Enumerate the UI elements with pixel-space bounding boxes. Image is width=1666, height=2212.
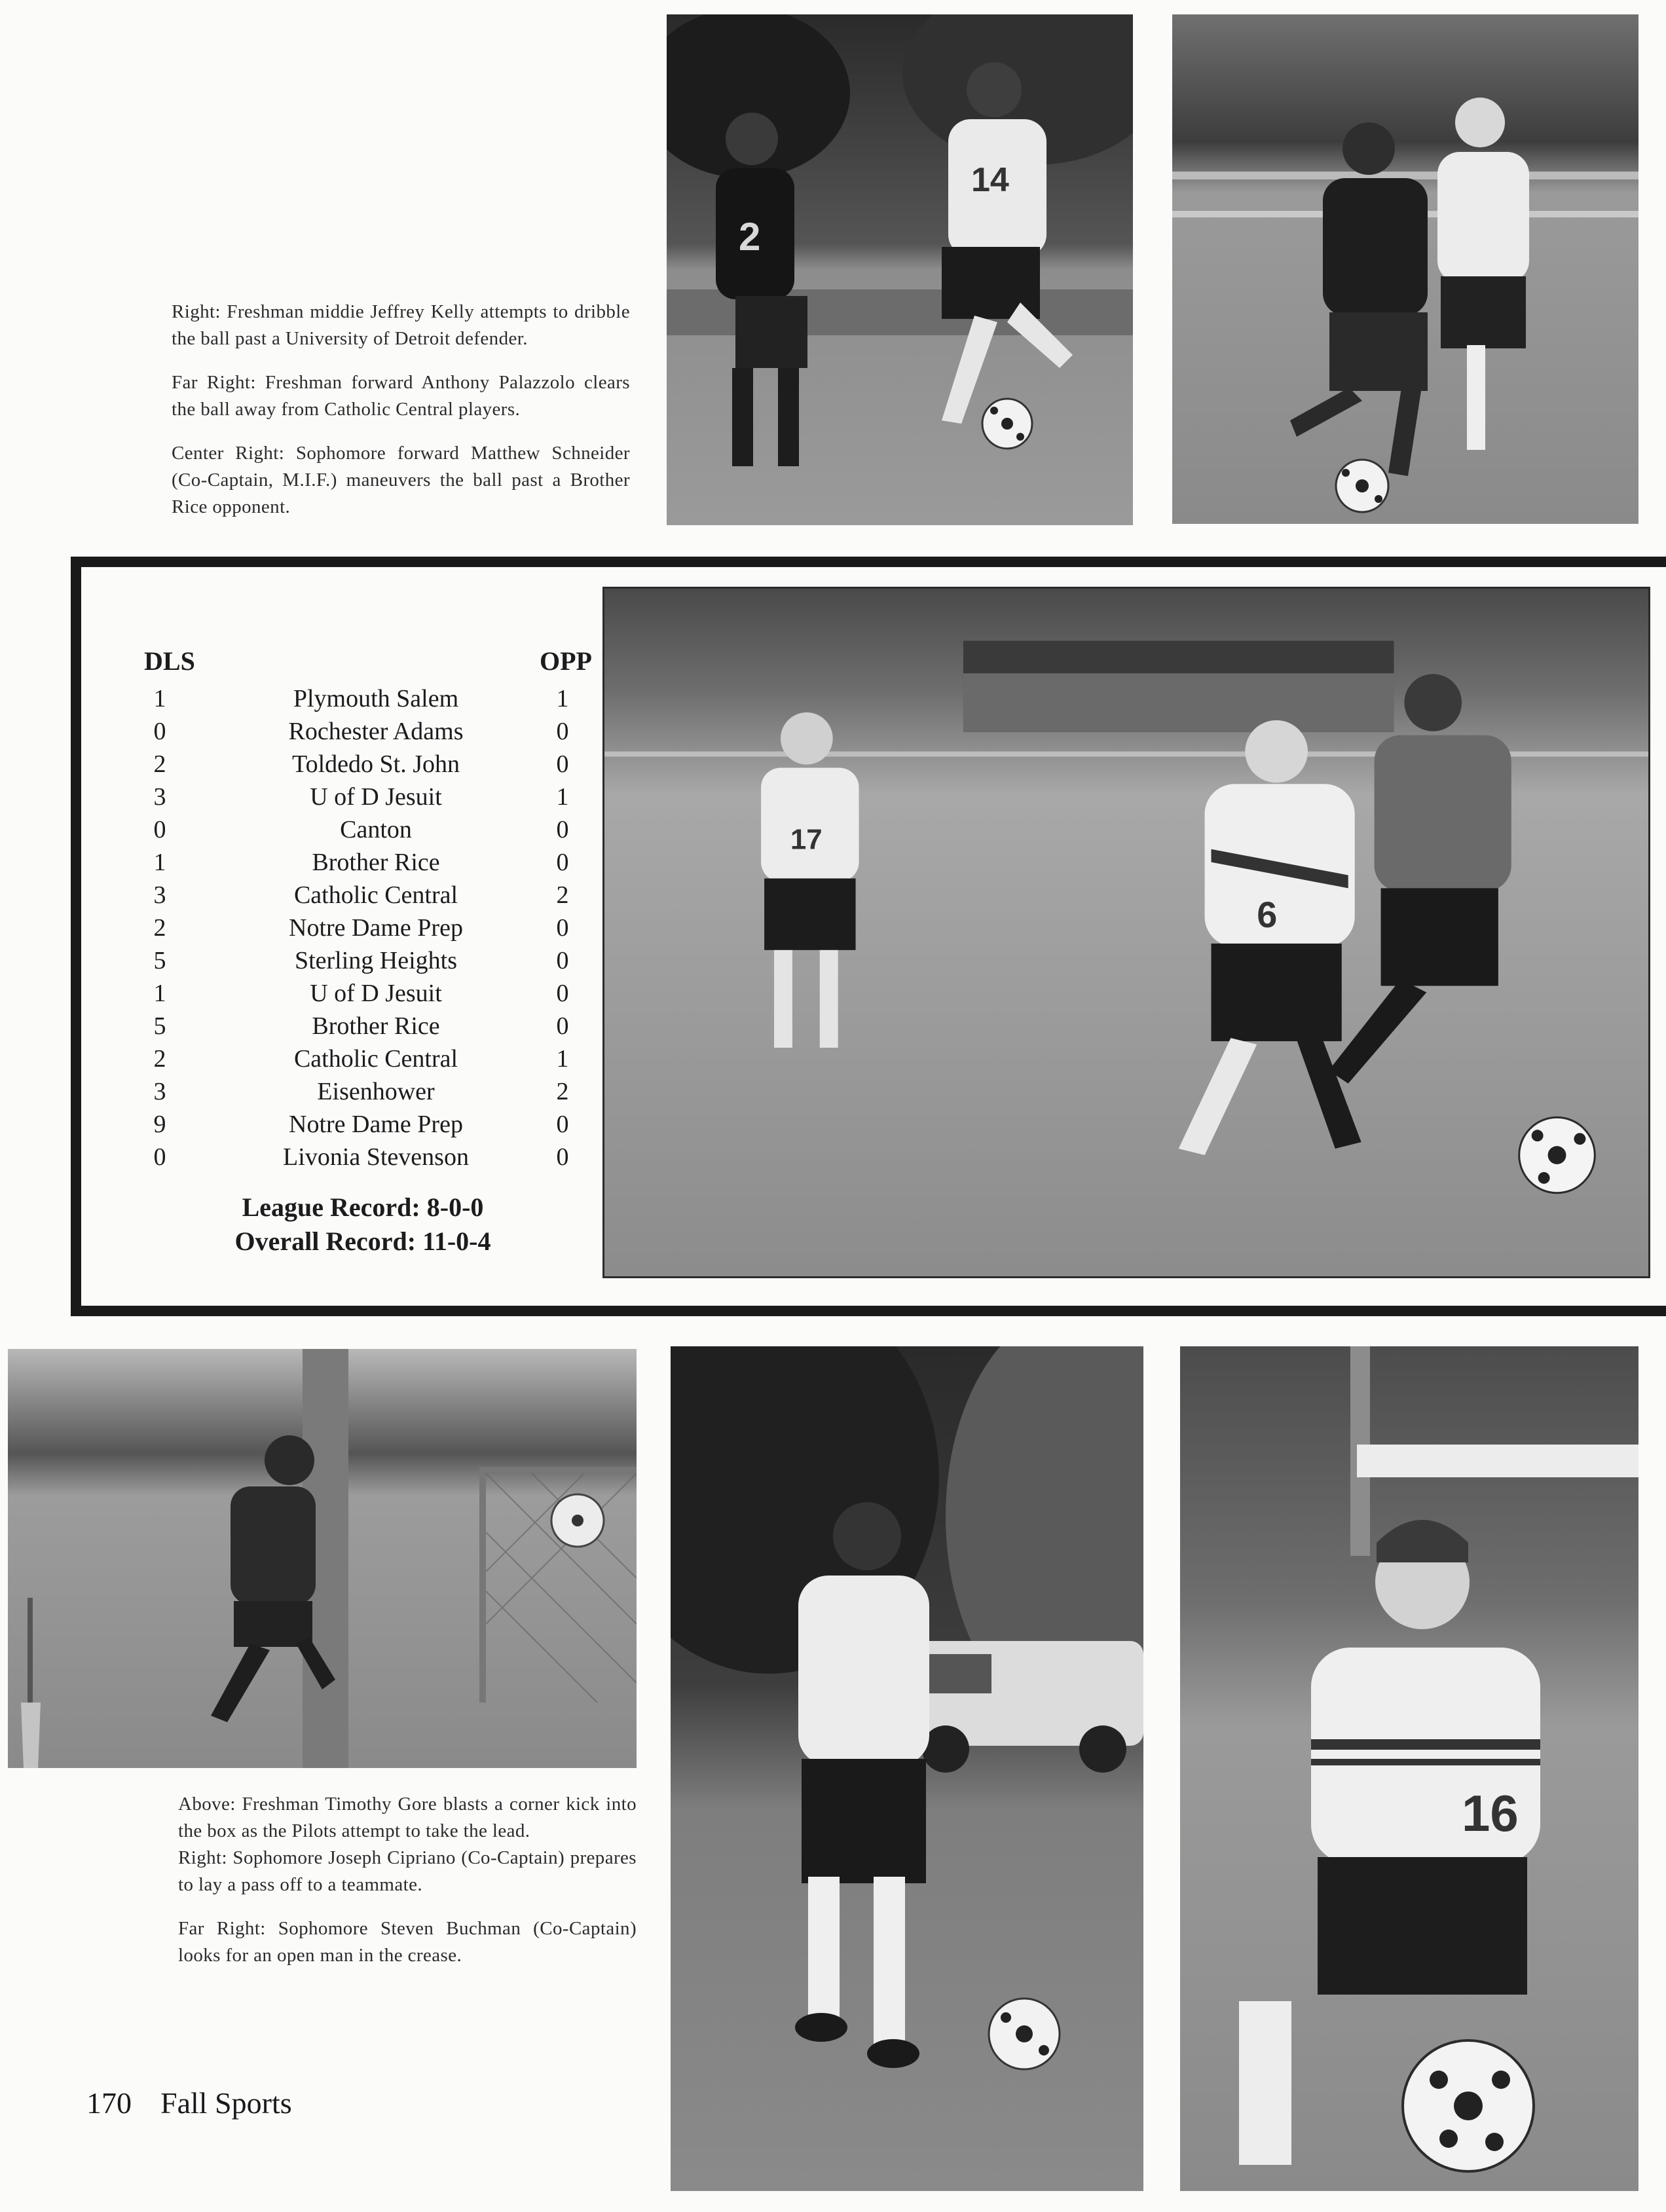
section-title: Fall Sports bbox=[160, 2086, 292, 2120]
opponent-name: Toldedo St. John bbox=[292, 750, 460, 778]
dls-score: 3 bbox=[153, 881, 166, 909]
opp-score: 2 bbox=[556, 1078, 569, 1105]
game-row bbox=[127, 1141, 625, 1173]
buchman-number: 16 bbox=[1462, 1784, 1519, 1842]
caption-gore: Above: Freshman Timothy Gore blasts a corner kick into the box as the Pilots attempt to take the lead. bbox=[178, 1794, 637, 1841]
opponent-name: Livonia Stevenson bbox=[283, 1143, 469, 1171]
dls-score: 2 bbox=[153, 1045, 166, 1073]
opponent-name: U of D Jesuit bbox=[310, 980, 442, 1007]
game-row bbox=[127, 715, 625, 748]
overall-record: Overall Record: 11-0-4 bbox=[234, 1226, 491, 1256]
caption-cipriano: Right: Sophomore Joseph Cipriano (Co-Captain) prepares to lay a pass off to a teammate. bbox=[178, 1847, 637, 1895]
opp-score: 2 bbox=[556, 881, 569, 909]
game-row bbox=[127, 1042, 625, 1075]
opp-score: 0 bbox=[556, 980, 569, 1007]
opp-score: 0 bbox=[556, 816, 569, 843]
opponent-name: U of D Jesuit bbox=[310, 783, 442, 811]
dls-score: 0 bbox=[153, 816, 166, 843]
photo-buchman-crease bbox=[1180, 1346, 1638, 2191]
game-row bbox=[127, 846, 625, 879]
dls-score: 9 bbox=[153, 1111, 166, 1138]
game-row bbox=[127, 1010, 625, 1042]
opponent-name: Notre Dame Prep bbox=[289, 1111, 463, 1138]
game-row bbox=[127, 944, 625, 977]
opponent-name: Catholic Central bbox=[293, 881, 458, 909]
schedule-frame-inner bbox=[81, 567, 1666, 1306]
game-row bbox=[127, 912, 625, 944]
game-row bbox=[127, 977, 625, 1010]
dls-score: 2 bbox=[153, 914, 166, 942]
opponent-name: Rochester Adams bbox=[288, 718, 464, 745]
game-row bbox=[127, 748, 625, 781]
dls-score: 5 bbox=[153, 947, 166, 974]
dls-score: 1 bbox=[153, 849, 166, 876]
opp-score: 0 bbox=[556, 1143, 569, 1171]
opp-score: 0 bbox=[556, 849, 569, 876]
dls-score: 3 bbox=[153, 1078, 166, 1105]
photo-schneider-maneuver bbox=[602, 587, 1650, 1278]
caption-palazzolo: Far Right: Freshman forward Anthony Palazzolo clears the ball away from Catholic Central players. bbox=[172, 372, 630, 420]
opp-score: 1 bbox=[556, 1045, 569, 1073]
caption-kelly: Right: Freshman middie Jeffrey Kelly attempts to dribble the ball past a University of Detroit defender. bbox=[172, 301, 630, 349]
dls-score: 5 bbox=[153, 1012, 166, 1040]
opp-score: 0 bbox=[556, 750, 569, 778]
schedule-frame bbox=[71, 557, 1666, 1316]
opp-score: 0 bbox=[556, 1012, 569, 1040]
caption-schneider: Center Right: Sophomore forward Matthew Schneider (Co-Captain, M.I.F.) maneuvers the ball past a Brother Rice opponent. bbox=[172, 443, 630, 517]
caption-buchman: Far Right: Sophomore Steven Buchman (Co-Captain) looks for an open man in the crease. bbox=[178, 1918, 637, 1966]
page-footer bbox=[86, 2086, 292, 2120]
opponent-name: Catholic Central bbox=[293, 1045, 458, 1073]
opp-score: 0 bbox=[556, 914, 569, 942]
opp-score: 0 bbox=[556, 718, 569, 745]
game-row bbox=[127, 1075, 625, 1108]
photo-kelly-dribble bbox=[667, 14, 1133, 525]
dls-score: 1 bbox=[153, 980, 166, 1007]
opponent-name: Brother Rice bbox=[312, 1012, 440, 1040]
opponent-name: Sterling Heights bbox=[294, 947, 458, 974]
header-opp: OPP bbox=[540, 646, 592, 676]
dls-score: 2 bbox=[153, 750, 166, 778]
game-row bbox=[127, 781, 625, 813]
top-caption bbox=[172, 299, 630, 521]
season-records bbox=[140, 1190, 585, 1259]
dls-score: 3 bbox=[153, 783, 166, 811]
game-row bbox=[127, 879, 625, 912]
kelly-number: 14 bbox=[971, 161, 1009, 199]
game-row bbox=[127, 1108, 625, 1141]
opp-score: 0 bbox=[556, 1111, 569, 1138]
opponent-name: Notre Dame Prep bbox=[289, 914, 463, 942]
opponent-name: Plymouth Salem bbox=[293, 685, 459, 712]
photo-gore-corner-kick bbox=[8, 1349, 637, 1768]
page-number: 170 bbox=[86, 2086, 132, 2120]
game-row bbox=[127, 813, 625, 846]
game-row bbox=[127, 682, 625, 715]
header-dls: DLS bbox=[144, 646, 195, 676]
opponent-name: Eisenhower bbox=[317, 1078, 435, 1105]
schedule-table bbox=[127, 646, 625, 1259]
photo-cipriano-pass bbox=[671, 1346, 1143, 2191]
opp-score: 1 bbox=[556, 783, 569, 811]
defender-number: 2 bbox=[739, 215, 761, 259]
photo-palazzolo-clear bbox=[1172, 14, 1638, 524]
league-record: League Record: 8-0-0 bbox=[242, 1192, 484, 1222]
opp-score: 1 bbox=[556, 685, 569, 712]
opp-score: 0 bbox=[556, 947, 569, 974]
teammate-number: 17 bbox=[790, 823, 823, 856]
dls-score: 1 bbox=[153, 685, 166, 712]
dls-score: 0 bbox=[153, 718, 166, 745]
dls-score: 0 bbox=[153, 1143, 166, 1171]
bottom-caption bbox=[178, 1791, 637, 1969]
opponent-name: Brother Rice bbox=[312, 849, 440, 876]
opponent-name: Canton bbox=[340, 816, 412, 843]
schedule-header bbox=[127, 646, 625, 682]
schneider-number: 6 bbox=[1257, 894, 1278, 936]
